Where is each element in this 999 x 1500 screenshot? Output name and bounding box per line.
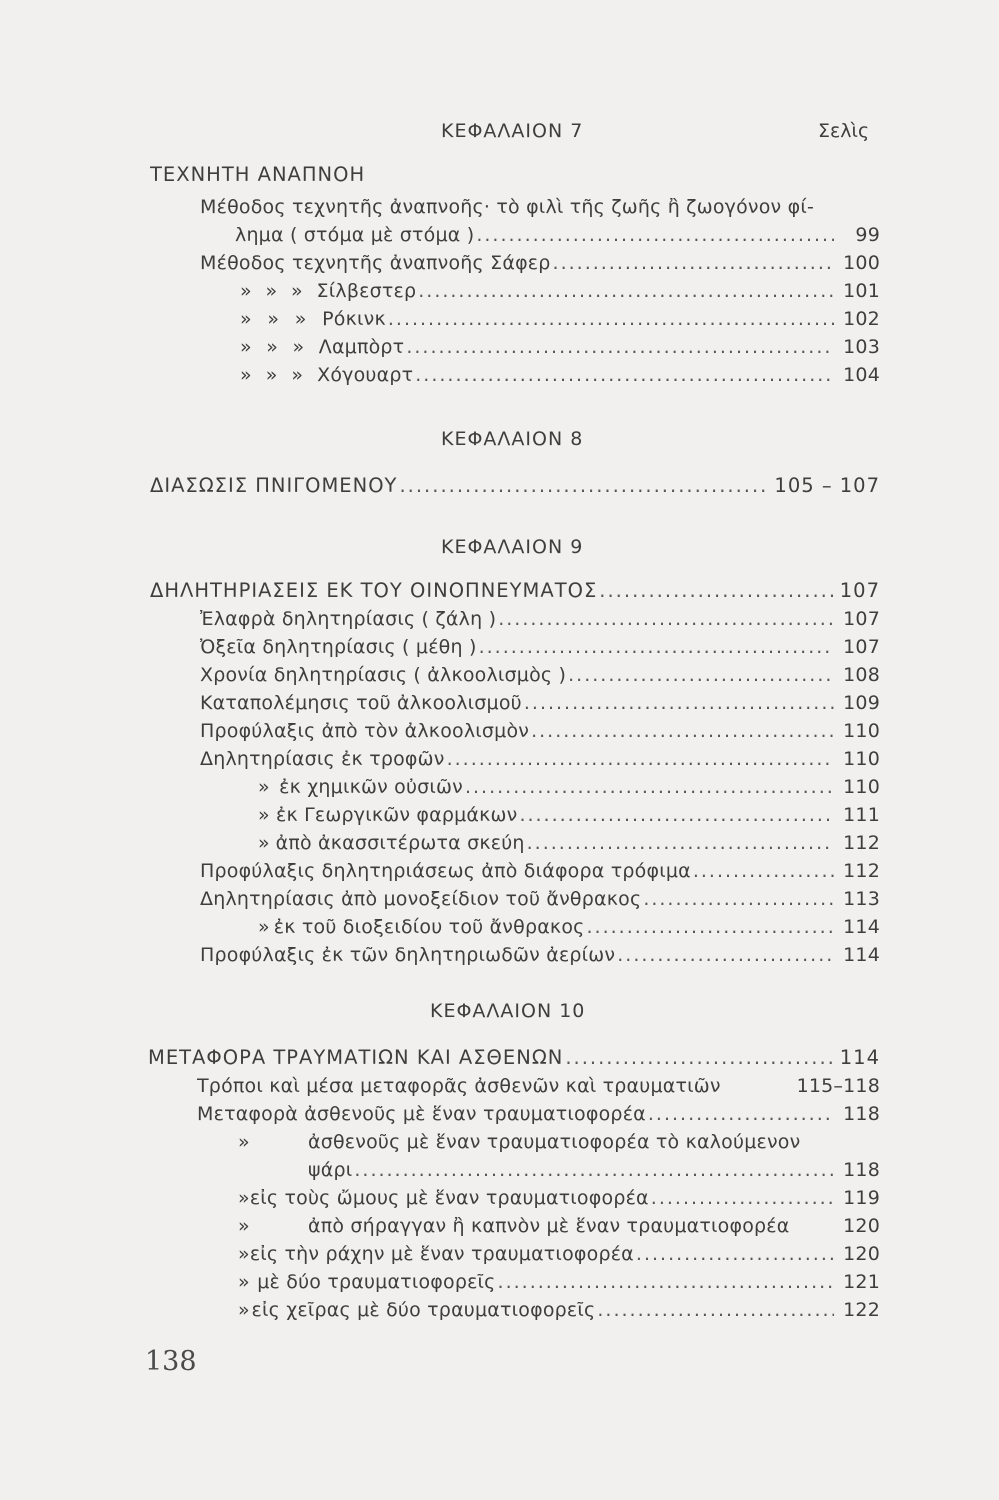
ditto-mark: » [238, 1299, 250, 1321]
leader-dots [617, 940, 834, 970]
entry-text: ἐκ Γεωργικῶν φαρμάκων [276, 804, 518, 826]
toc-entry [258, 800, 880, 830]
ditto-mark: » [258, 916, 270, 938]
leader-dots [599, 576, 833, 606]
page-ref: 108 [843, 664, 880, 686]
entry-text: Τρόποι καὶ μέσα μεταφορᾶς ἀσθενῶν καὶ τραυματιῶν [197, 1075, 721, 1097]
leader-dots [399, 471, 768, 501]
toc-entry [258, 912, 880, 942]
leader-dots [447, 744, 834, 774]
leader-dots [643, 884, 834, 914]
page-ref: 120 [843, 1243, 880, 1265]
entry-text: ἐκ χημικῶν οὐσιῶν [279, 776, 463, 798]
toc-entry [240, 304, 880, 334]
leader-dots [524, 688, 834, 718]
leader-dots [406, 332, 834, 362]
ditto-mark: » [265, 280, 278, 302]
leader-dots [388, 304, 834, 334]
ditto-mark: » [238, 1271, 250, 1293]
toc-entry [238, 1239, 880, 1269]
chapter-8-header: ΚΕΦΑΛΑΙΟΝ 8 [441, 428, 584, 450]
leader-dots [479, 632, 834, 662]
page-ref: 110 [843, 720, 880, 742]
ditto-mark: » [294, 308, 307, 330]
page-ref: 122 [843, 1299, 880, 1321]
page-ref: 119 [843, 1187, 880, 1209]
entry-text: Καταπολέμησις τοῦ ἀλκοολισμοῦ [200, 692, 522, 714]
leader-dots [565, 1043, 833, 1073]
entry-text: Προφύλαξις ἐκ τῶν δηλητηριωδῶν ἀερίων [200, 944, 616, 966]
entry-text: Ρόκινκ [322, 308, 386, 330]
entry-text: ἀπὸ ἀκασσιτέρωτα σκεύη [275, 832, 525, 854]
page-ref: 113 [843, 888, 880, 910]
page-ref: 112 [843, 860, 880, 882]
page-ref: 109 [843, 692, 880, 714]
leader-dots [418, 276, 834, 306]
toc-entry [200, 716, 880, 746]
page-ref: 107 [843, 636, 880, 658]
leader-dots [415, 360, 834, 390]
leader-dots [354, 1155, 834, 1185]
ditto-mark: » [292, 336, 305, 358]
leader-dots [636, 1239, 834, 1269]
entry-text: ψάρι [308, 1159, 353, 1181]
ditto-mark: » [238, 1215, 250, 1237]
entry-text: Μέθοδος τεχνητῆς ἀναπνοῆς Σάφερ [200, 252, 551, 274]
page-ref: 107 [843, 608, 880, 630]
page-ref: 107 [839, 579, 880, 602]
entry-text: Μεταφορὰ ἀσθενοῦς μὲ ἕναν τραυματιοφορέα [197, 1103, 646, 1125]
leader-dots [519, 800, 834, 830]
section-title: ΜΕΤΑΦΟΡΑ ΤΡΑΥΜΑΤΙΩΝ ΚΑΙ ΑΣΘΕΝΩΝ [148, 1046, 564, 1069]
toc-entry [238, 1267, 880, 1297]
ditto-mark: » [266, 336, 279, 358]
leader-dots [597, 1295, 834, 1325]
page-ref: 105 – 107 [774, 474, 880, 497]
page-ref: 99 [855, 224, 880, 246]
toc-entry [240, 276, 880, 306]
ditto-mark: » [240, 364, 252, 386]
toc-entry [235, 220, 880, 250]
entry-text: Ἐλαφρὰ δηλητηρίασις ( ζάλη ) [200, 608, 497, 630]
entry-text: Ὀξεῖα δηλητηρίασις ( μέθη ) [200, 636, 477, 658]
toc-entry [200, 248, 880, 278]
entry-text: λημα ( στόμα μὲ στόμα ) [235, 224, 475, 246]
leader-dots [531, 716, 834, 746]
entry-text: Μέθοδος τεχνητῆς ἀναπνοῆς· τὸ φιλὶ τῆς ζωῆς ἢ ζωογόνον φί- [200, 196, 815, 218]
leader-dots [553, 248, 834, 278]
toc-entry [200, 192, 880, 222]
page-ref: 118 [843, 1159, 880, 1181]
page-ref: 118 [843, 1103, 880, 1125]
entry-text: Χρονία δηλητηρίασις ( ἀλκοολισμὸς ) [200, 664, 567, 686]
toc-entry [148, 1043, 880, 1073]
leader-dots [693, 856, 834, 886]
chapter-9-header: ΚΕΦΑΛΑΙΟΝ 9 [441, 536, 584, 558]
page-ref: 101 [843, 280, 880, 302]
leader-dots [476, 220, 834, 250]
leader-dots [651, 1183, 834, 1213]
page-ref: 111 [843, 804, 880, 826]
page-ref: 112 [843, 832, 880, 854]
toc-entry [200, 632, 880, 662]
entry-text: εἰς τοὺς ὤμους μὲ ἕναν τραυματιοφορέα [249, 1187, 649, 1209]
ditto-mark: » [238, 1243, 250, 1265]
toc-entry [258, 828, 880, 858]
entry-text: εἰς τὴν ράχην μὲ ἕναν τραυματιοφορέα [249, 1243, 634, 1265]
entry-text: Σίλβεστερ [316, 280, 417, 302]
ditto-mark: » [238, 1131, 250, 1153]
toc-entry [197, 1099, 880, 1129]
ditto-mark: » [258, 832, 270, 854]
chapter-7-header: ΚΕΦΑΛΑΙΟΝ 7 [441, 120, 584, 142]
toc-entry [200, 940, 880, 970]
toc-entry [308, 1155, 880, 1185]
page-ref: 114 [843, 944, 880, 966]
chapter-7-title [150, 160, 870, 190]
leader-dots [527, 828, 834, 858]
toc-entry [258, 772, 880, 802]
leader-dots [587, 912, 834, 942]
toc-entry [240, 332, 880, 362]
section-title: ΔΗΛΗΤΗΡΙΑΣΕΙΣ ΕΚ ΤΟΥ ΟΙΝΟΠΝΕΥΜΑΤΟΣ [150, 579, 598, 602]
toc-entry [238, 1127, 880, 1157]
leader-dots [498, 604, 834, 634]
chapter-10-header: ΚΕΦΑΛΑΙΟΝ 10 [430, 1000, 586, 1022]
toc-entry [200, 884, 880, 914]
leader-dots [498, 1267, 834, 1297]
ditto-mark: » [291, 364, 304, 386]
ditto-mark: » [238, 1187, 250, 1209]
page-ref: 120 [843, 1215, 880, 1237]
entry-text: Δηλητηρίασις ἐκ τροφῶν [200, 748, 445, 770]
entry-text: Λαμπὸρτ [318, 336, 405, 358]
toc-entry [238, 1183, 880, 1213]
leader-dots [465, 772, 834, 802]
toc-entry [238, 1211, 880, 1241]
toc-entry [200, 744, 880, 774]
ditto-mark: » [258, 804, 270, 826]
page-ref: 110 [843, 748, 880, 770]
entry-text: Προφύλαξις ἀπὸ τὸν ἀλκοολισμὸν [200, 720, 530, 742]
toc-entry [150, 471, 880, 501]
entry-text: Προφύλαξις δηλητηριάσεως ἀπὸ διάφορα τρόφιμα [200, 860, 691, 882]
entry-text: Χόγουαρτ [317, 364, 414, 386]
toc-entry [200, 688, 880, 718]
page-ref: 110 [843, 776, 880, 798]
page-number: 138 [145, 1346, 197, 1377]
page-ref: 104 [843, 364, 880, 386]
page-ref: 114 [839, 1046, 880, 1069]
ditto-mark: » [258, 776, 270, 798]
ditto-mark: » [240, 336, 252, 358]
toc-entry [238, 1295, 880, 1325]
leader-dots [568, 660, 834, 690]
page-ref: 114 [843, 916, 880, 938]
toc-entry [150, 576, 880, 606]
page-column-label: Σελὶς [818, 120, 870, 142]
toc-entry [240, 360, 880, 390]
entry-text: ἀπὸ σήραγγαν ἢ καπνὸν μὲ ἕναν τραυματιοφορέα [308, 1215, 790, 1237]
toc-entry [197, 1071, 880, 1101]
ditto-mark: » [267, 308, 280, 330]
leader-dots [648, 1099, 834, 1129]
toc-entry [200, 660, 880, 690]
ditto-mark: » [240, 308, 252, 330]
page-ref: 115–118 [796, 1075, 880, 1097]
entry-text: Δηλητηρίασις ἀπὸ μονοξείδιον τοῦ ἄνθρακος [200, 888, 642, 910]
toc-entry [200, 604, 880, 634]
page-ref: 100 [843, 252, 880, 274]
section-title: ΤΕΧΝΗΤΗ ΑΝΑΠΝΟΗ [150, 163, 366, 186]
entry-text: μὲ δύο τραυματιοφορεῖς [257, 1271, 496, 1293]
toc-entry [200, 856, 880, 886]
ditto-mark: » [240, 280, 252, 302]
section-title: ΔΙΑΣΩΣΙΣ ΠΝΙΓΟΜΕΝΟΥ [150, 474, 398, 497]
ditto-mark: » [265, 364, 278, 386]
page-ref: 121 [843, 1271, 880, 1293]
ditto-mark: » [291, 280, 303, 302]
entry-text: ἀσθενοῦς μὲ ἕναν τραυματιοφορέα τὸ καλούμενον [308, 1131, 801, 1153]
page-ref: 102 [843, 308, 880, 330]
page-ref: 103 [843, 336, 880, 358]
entry-text: ἐκ τοῦ διοξειδίου τοῦ ἄνθρακος [273, 916, 585, 938]
entry-text: εἰς χεῖρας μὲ δύο τραυματιοφορεῖς [251, 1299, 596, 1321]
